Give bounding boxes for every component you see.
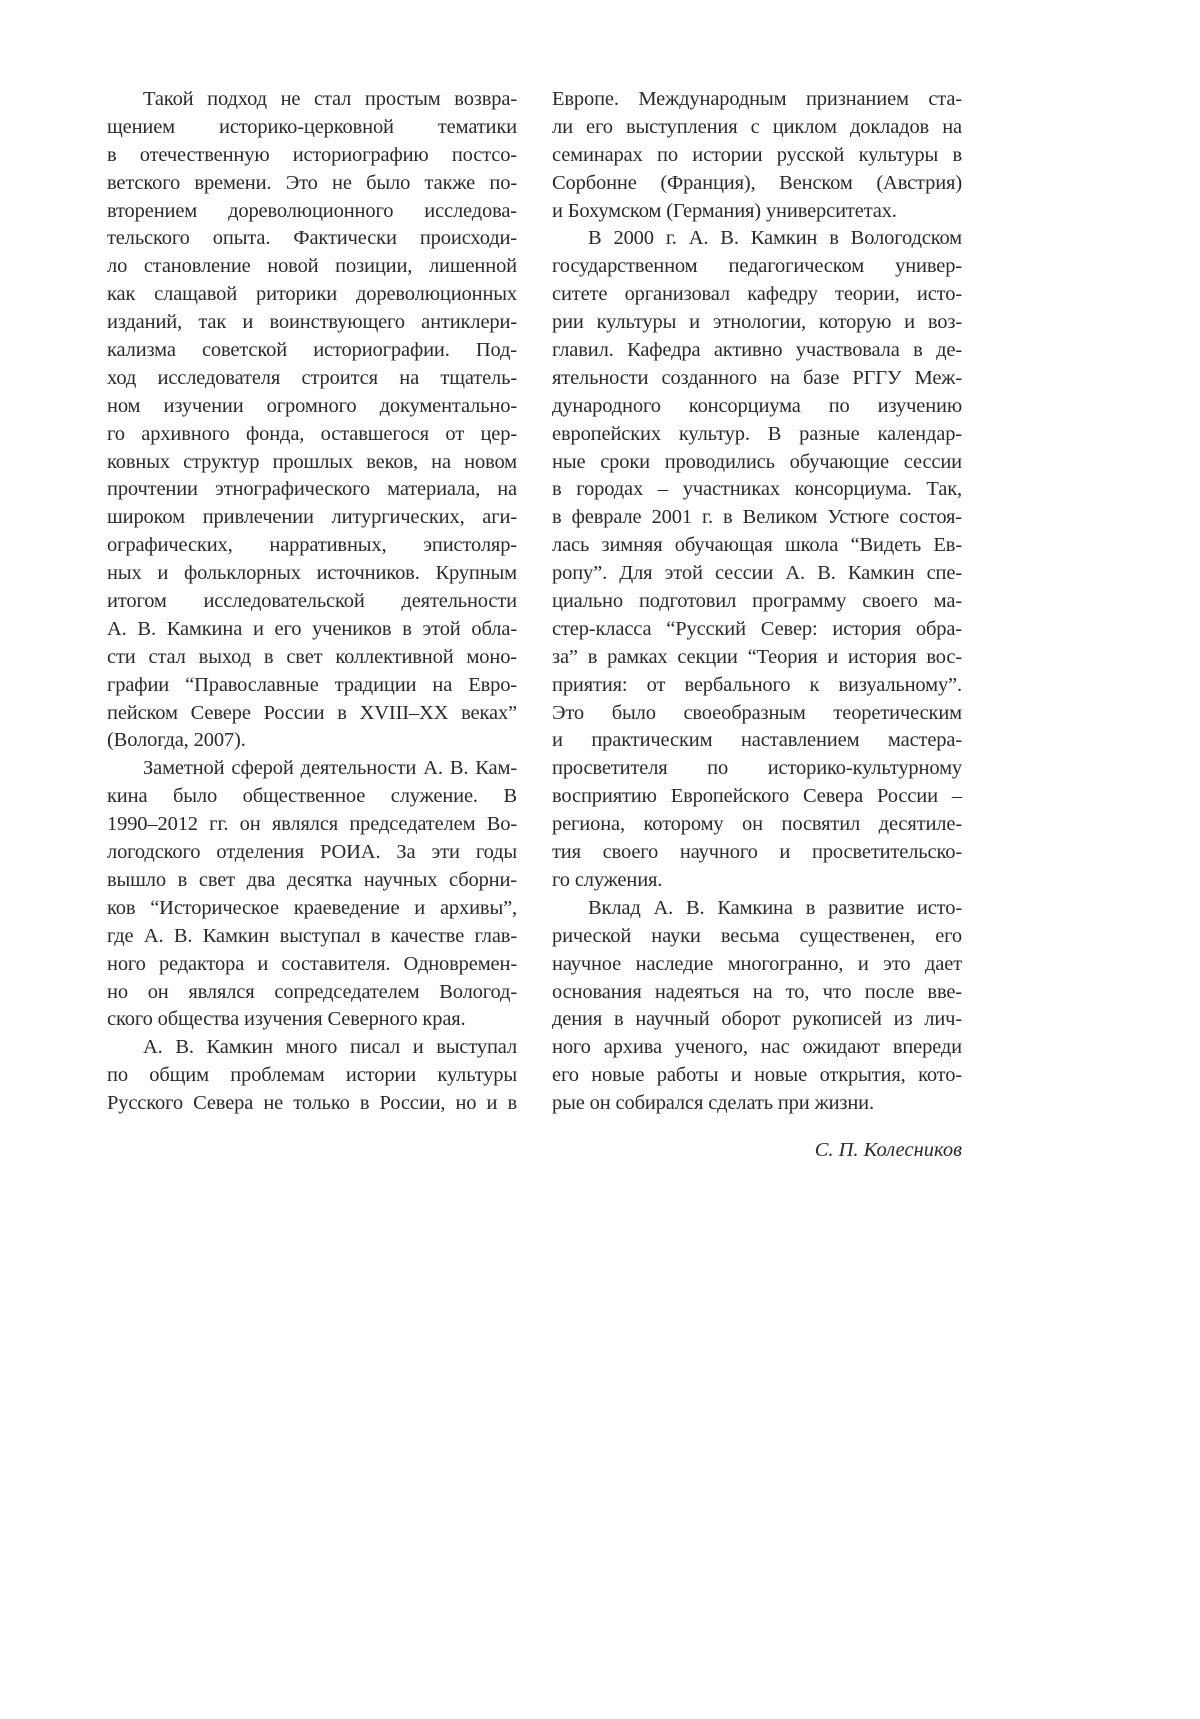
text-line: ного редактора и составителя. Одновремен-	[107, 951, 517, 979]
text-line: просветителя по историко-культурному	[552, 755, 962, 783]
text-line: ков “Историческое краеведение и архивы”,	[107, 895, 517, 923]
text-line: А. В. Камкин много писал и выступал	[107, 1034, 517, 1062]
author-signature: С. П. Колесников	[815, 1139, 962, 1162]
text-line: А. В. Камкина и его учеников в этой обла-	[107, 616, 517, 644]
text-line: дународного консорциума по изучению	[552, 393, 962, 421]
text-line: тия своего научного и просветительско-	[552, 839, 962, 867]
text-line: графии “Православные традиции на Евро-	[107, 672, 517, 700]
text-line: восприятию Европейского Севера России –	[552, 783, 962, 811]
text-line: Русского Севера не только в России, но и в	[107, 1090, 517, 1118]
text-line: и Бохумском (Германия) университетах.	[552, 198, 962, 226]
text-line: ли его выступления с циклом докладов на	[552, 114, 962, 142]
text-line: ропу”. Для этой сессии А. В. Камкин спе-	[552, 560, 962, 588]
text-line: тельского опыта. Фактически происходи-	[107, 225, 517, 253]
text-line: за” в рамках секции “Теория и история вос-	[552, 644, 962, 672]
text-line: Вклад А. В. Камкина в развитие исто-	[552, 895, 962, 923]
right-column	[552, 86, 962, 1118]
text-line: в отечественную историографию постсо-	[107, 142, 517, 170]
text-line: рые он собирался сделать при жизни.	[552, 1090, 962, 1118]
text-line: стер-класса “Русский Север: история обра-	[552, 616, 962, 644]
text-line: щением историко-церковной тематики	[107, 114, 517, 142]
text-line: по общим проблемам истории культуры	[107, 1062, 517, 1090]
text-line: основания надеяться на то, что после вве-	[552, 979, 962, 1007]
text-line: региона, которому он посвятил десятиле-	[552, 811, 962, 839]
text-line: ход исследователя строится на тщатель-	[107, 365, 517, 393]
text-line: Такой подход не стал простым возвра-	[107, 86, 517, 114]
text-line: (Вологда, 2007).	[107, 727, 517, 755]
text-line: в городах – участниках консорциума. Так,	[552, 476, 962, 504]
text-line: рии культуры и этнологии, которую и воз-	[552, 309, 962, 337]
text-line: главил. Кафедра активно участвовала в де-	[552, 337, 962, 365]
text-line: широком привлечении литургических, аги-	[107, 504, 517, 532]
text-line: пейском Севере России в XVIII–XX веках”	[107, 700, 517, 728]
text-line: вышло в свет два десятка научных сборни-	[107, 867, 517, 895]
text-line: приятия: от вербального к визуальному”.	[552, 672, 962, 700]
text-line: ографических, нарративных, эпистоляр-	[107, 532, 517, 560]
text-line: 1990–2012 гг. он являлся председателем Во-	[107, 811, 517, 839]
text-line: кина было общественное служение. В	[107, 783, 517, 811]
text-line: ного архива ученого, нас ожидают впереди	[552, 1034, 962, 1062]
text-line: но он являлся сопредседателем Вологод-	[107, 979, 517, 1007]
text-line: прочтении этнографического материала, на	[107, 476, 517, 504]
text-line: сти стал выход в свет коллективной моно-	[107, 644, 517, 672]
text-line: ситете организовал кафедру теории, исто-	[552, 281, 962, 309]
text-line: ятельности созданного на базе РГГУ Меж-	[552, 365, 962, 393]
text-line: итогом исследовательской деятельности	[107, 588, 517, 616]
text-line: европейских культур. В разные календар-	[552, 421, 962, 449]
text-line: ветского времени. Это не было также по-	[107, 170, 517, 198]
left-column	[107, 86, 517, 1118]
text-line: где А. В. Камкин выступал в качестве глав-	[107, 923, 517, 951]
text-line: рической науки весьма существенен, его	[552, 923, 962, 951]
text-line: Заметной сферой деятельности А. В. Кам-	[107, 755, 517, 783]
text-line: кализма советской историографии. Под-	[107, 337, 517, 365]
text-line: го архивного фонда, оставшегося от цер-	[107, 421, 517, 449]
text-line: семинарах по истории русской культуры в	[552, 142, 962, 170]
text-line: го служения.	[552, 867, 962, 895]
text-line: в феврале 2001 г. в Великом Устюге состоя-	[552, 504, 962, 532]
text-line: его новые работы и новые открытия, кото-	[552, 1062, 962, 1090]
text-line: ных и фольклорных источников. Крупным	[107, 560, 517, 588]
text-line: лась зимняя обучающая школа “Видеть Ев-	[552, 532, 962, 560]
text-line: научное наследие многогранно, и это дает	[552, 951, 962, 979]
text-line: и практическим наставлением мастера-	[552, 727, 962, 755]
text-line: Европе. Международным признанием ста-	[552, 86, 962, 114]
text-line: В 2000 г. А. В. Камкин в Вологодском	[552, 225, 962, 253]
text-line: циально подготовил программу своего ма-	[552, 588, 962, 616]
text-line: ского общества изучения Северного края.	[107, 1006, 517, 1034]
text-line: ном изучении огромного документально-	[107, 393, 517, 421]
text-line: ные сроки проводились обучающие сессии	[552, 449, 962, 477]
text-line: Сорбонне (Франция), Венском (Австрия)	[552, 170, 962, 198]
text-line: ковных структур прошлых веков, на новом	[107, 449, 517, 477]
text-line: дения в научный оборот рукописей из лич-	[552, 1006, 962, 1034]
text-line: изданий, так и воинствующего антиклери-	[107, 309, 517, 337]
text-line: государственном педагогическом универ-	[552, 253, 962, 281]
text-line: вторением дореволюционного исследова-	[107, 198, 517, 226]
text-line: логодского отделения РОИА. За эти годы	[107, 839, 517, 867]
text-line: Это было своеобразным теоретическим	[552, 700, 962, 728]
text-line: ло становление новой позиции, лишенной	[107, 253, 517, 281]
text-line: как слащавой риторики дореволюционных	[107, 281, 517, 309]
